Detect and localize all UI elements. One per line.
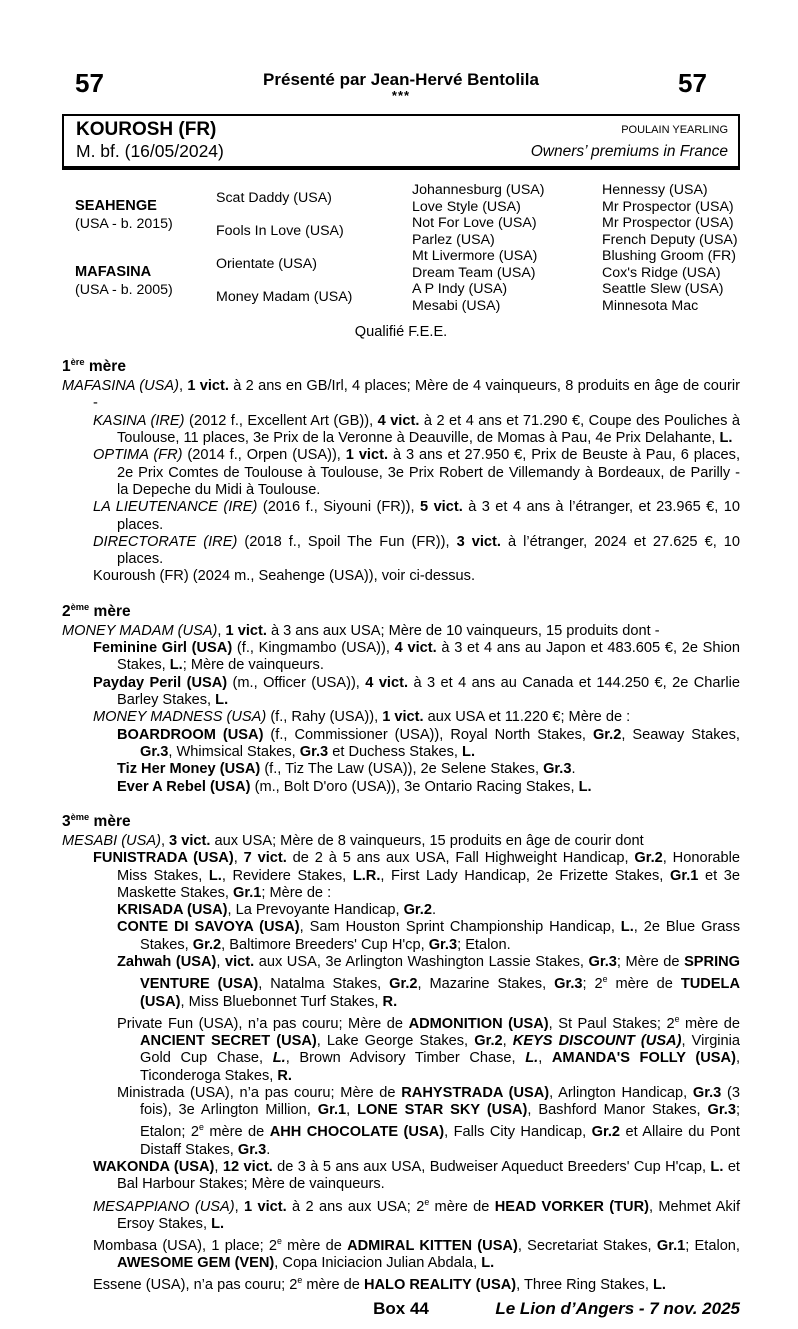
premiums-label: Owners’ premiums in France (530, 143, 728, 160)
pedigree-paragraph: BOARDROOM (USA) (f., Commissioner (USA)), Royal North Stakes, Gr.2, Seaway Stakes, Gr.3, Whimsical Stakes, Gr.3 et Duchess Stakes, L. (117, 726, 740, 760)
pedigree-paragraph: LA LIEUTENANCE (IRE) (2016 f., Siyouni (FR)), 5 vict. à 3 et 4 ans à l’étranger, et 23.965 €, 10 places. (93, 499, 741, 533)
pedigree-paragraph: WAKONDA (USA), 12 vict. de 3 à 5 ans aux USA, Budweiser Aqueduct Breeders' Cup H'cap, L. et Bal Harbour Stakes; Mère de vainqueurs. (93, 1158, 740, 1193)
pedigree-paragraph: MONEY MADAM (USA), 1 vict. à 3 ans aux USA; Mère de 10 vainqueurs, 15 produits dont - (62, 622, 660, 639)
pedigree-paragraph: Kouroush (FR) (2024 m., Seahenge (USA)), voir ci-dessus. (93, 568, 476, 585)
pedigree-gen2-cell: Fools In Love (USA) (216, 223, 344, 240)
sale-info: Le Lion d’Angers - 7 nov. 2025 (495, 1298, 740, 1318)
horse-origin: (USA - b. 2005) (75, 282, 173, 298)
box-number: Box 44 (373, 1298, 429, 1318)
pedigree-gen3-cell: A P Indy (USA) (412, 281, 508, 297)
pedigree-gen3-cell: Love Style (USA) (412, 198, 521, 215)
horse-name: KOUROSH (FR) (76, 119, 217, 140)
pedigree-paragraph: MESAPPIANO (USA), 1 vict. à 2 ans aux USA; 2e mère de HEAD VORKER (TUR), Mehmet Akif Ersoy Stakes, L. (93, 1196, 740, 1232)
pedigree-paragraph: Tiz Her Money (USA) (f., Tiz The Law (USA)), 2e Selene Stakes, Gr.3. (117, 761, 576, 778)
mere-section-1 (62, 353, 740, 586)
pedigree-paragraph: Essene (USA), n’a pas couru; 2e mère de HALO REALITY (USA), Three Ring Stakes, L. (93, 1275, 666, 1294)
pedigree-gen3-cell: Johannesburg (USA) (412, 182, 545, 198)
pedigree-gen3-cell: Dream Team (USA) (412, 264, 536, 281)
pedigree-gen4-cell: Seattle Slew (USA) (602, 281, 724, 297)
pedigree-table (75, 182, 740, 314)
pedigree-gen2-cell: Money Madam (USA) (216, 289, 353, 306)
category-label: POULAIN YEARLING (621, 124, 728, 136)
page-header (62, 70, 740, 102)
pedigree-paragraph: MESABI (USA), 3 vict. aux USA; Mère de 8 vainqueurs, 15 produits en âge de courir dont (62, 833, 644, 849)
pedigree-paragraph: KRISADA (USA), La Prevoyante Handicap, Gr.2. (117, 902, 437, 919)
pedigree-gen3-cell: Mesabi (USA) (412, 297, 501, 314)
pedigree-paragraph: Mombasa (USA), 1 place; 2e mère de ADMIRAL KITTEN (USA), Secretariat Stakes, Gr.1; Etalon, AWESOME GEM (VEN), Copa Iniciacion Julian Abdala, L. (93, 1235, 740, 1272)
horse-title-right (531, 119, 728, 162)
qualification-note: Qualifié F.E.E. (354, 324, 448, 340)
page-footer (62, 1298, 740, 1322)
header-center (157, 70, 645, 102)
pedigree-gen4-cell: Cox's Ridge (USA) (602, 264, 721, 281)
mere-section-2 (62, 598, 740, 796)
mere-section-3 (62, 808, 740, 1295)
pedigree-dam-cell (75, 263, 216, 299)
horse-sex-dob: M. bf. (16/05/2024) (76, 141, 224, 161)
horse-name: SEAHENGE (75, 198, 157, 214)
pedigree-paragraph: MAFASINA (USA), 1 vict. à 2 ans en GB/Irl, 4 places; Mère de 4 vainqueurs, 8 produits en âge de courir - (62, 378, 740, 412)
pedigree-paragraph: Ever A Rebel (USA) (m., Bolt D'oro (USA)), 3e Ontario Racing Stakes, L. (117, 778, 592, 795)
pedigree-paragraph: OPTIMA (FR) (2014 f., Orpen (USA)), 1 vict. à 3 ans et 27.950 €, Prix de Beuste à Pau, 6 places, 2e Prix Comtes de Toulouse à Toulouse, 3e Prix Robert de Villemandy à Bordeaux, de Parilly - la Depeche du Midi à Toulouse. (93, 447, 740, 498)
pedigree-gen4-cell: Hennessy (USA) (602, 182, 708, 198)
pedigree-paragraph: Feminine Girl (USA) (f., Kingmambo (USA)), 4 vict. à 3 et 4 ans au Japon et 483.605 €, 2e Shion Stakes, L.; Mère de vainqueurs. (93, 640, 741, 674)
pedigree-gen3-cell: Parlez (USA) (412, 231, 495, 248)
pedigree-gen2-cell: Orientate (USA) (216, 256, 317, 273)
pedigree-gen4-cell: Blushing Groom (FR) (602, 248, 737, 264)
pedigree-gen3-cell: Mt Livermore (USA) (412, 248, 538, 264)
pedigree-paragraph: Private Fun (USA), n’a pas couru; Mère de ADMONITION (USA), St Paul Stakes; 2e mère de ANCIENT SECRET (USA), Lake George Stakes, Gr.2, KEYS DISCOUNT (USA), Virginia Gold Cup Chase, L., Brown Advisory Timber Chase, L., AMANDA'S FOLLY (USA), Ticonderoga Stakes, R. (117, 1013, 741, 1084)
horse-origin: (USA - b. 2015) (75, 216, 173, 232)
pedigree-paragraph: Zahwah (USA), vict. aux USA, 3e Arlington Washington Lassie Stakes, Gr.3; Mère de SPRING VENTURE (USA), Natalma Stakes, Gr.2, Mazarine Stakes, Gr.3; 2e mère de TUDELA (USA), Miss Bluebonnet Turf Stakes, R. (117, 954, 741, 1010)
pedigree-gen4-cell: Mr Prospector (USA) (602, 198, 734, 215)
pedigree-gen4-cell: Minnesota Mac (602, 297, 699, 314)
pedigree-paragraph: KASINA (IRE) (2012 f., Excellent Art (GB)), 4 vict. à 2 et 4 ans et 71.290 €, Coupe des Pouliches à Toulouse, 11 places, 3e Prix de la Veronne à Deauville, de Momas à Pau, 4e Prix Delahante, L. (93, 412, 740, 447)
pedigree-paragraph: MONEY MADNESS (USA) (f., Rahy (USA)), 1 vict. aux USA et 11.220 €; Mère de : (93, 709, 631, 726)
lot-number-left: 57 (75, 68, 104, 98)
pedigree-paragraph: CONTE DI SAVOYA (USA), Sam Houston Sprint Championship Handicap, L., 2e Blue Grass Stakes, Gr.2, Baltimore Breeders' Cup H'cp, Gr.3; Etalon. (117, 919, 740, 953)
lot-number-right: 57 (678, 68, 707, 98)
pedigree-paragraph: Payday Peril (USA) (m., Officer (USA)), 4 vict. à 3 et 4 ans au Canada et 144.250 €, 2e Charlie Barley Stakes, L. (93, 674, 741, 709)
mere-heading: 2ème mère (62, 601, 131, 620)
stars-separator: *** (391, 88, 411, 103)
pedigree-sections (62, 353, 740, 1295)
pedigree-gen3-cell: Not For Love (USA) (412, 215, 537, 231)
pedigree-paragraph: DIRECTORATE (IRE) (2018 f., Spoil The Fun (FR)), 3 vict. à l’étranger, 2024 et 27.625 €, 10 places. (93, 533, 741, 568)
horse-title-left (76, 119, 224, 162)
horse-name: MAFASINA (75, 264, 152, 280)
pedigree-gen4-cell: French Deputy (USA) (602, 231, 738, 248)
presenter-name: Présenté par Jean-Hervé Bentolila (263, 70, 539, 89)
mere-heading: 3ème mère (62, 811, 131, 830)
pedigree-sire-cell (75, 197, 216, 233)
mere-heading: 1ère mère (62, 357, 126, 376)
horse-title-box (62, 114, 740, 170)
pedigree-gen2-cell: Scat Daddy (USA) (216, 190, 332, 207)
pedigree-paragraph: Ministrada (USA), n’a pas couru; Mère de RAHYSTRADA (USA), Arlington Handicap, Gr.3 (3 fois), 3e Arlington Million, Gr.1, LONE STAR SKY (USA), Bashford Manor Stakes, Gr.3; Etalon; 2e mère de AHH CHOCOLATE (USA), Falls City Handicap, Gr.2 et Allaire du Pont Distaff Stakes, Gr.3. (117, 1084, 741, 1158)
pedigree-gen4-cell: Mr Prospector (USA) (602, 215, 734, 231)
pedigree-paragraph: FUNISTRADA (USA), 7 vict. de 2 à 5 ans aux USA, Fall Highweight Handicap, Gr.2, Honorable Miss Stakes, L., Revidere Stakes, L.R., First Lady Handicap, 2e Frizette Stakes, Gr.1 et 3e Maskette Stakes, Gr.1; Mère de : (93, 850, 741, 901)
